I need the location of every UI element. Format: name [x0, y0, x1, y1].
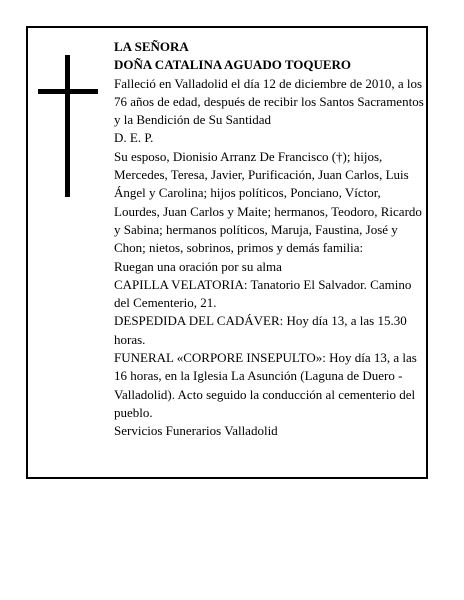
deceased-name: DOÑA CATALINA AGUADO TOQUERO — [114, 57, 352, 73]
latin-cross-icon — [38, 55, 98, 197]
farewell-information: DESPEDIDA DEL CADÁVER: Hoy día 13, a las 15.30 horas. — [114, 313, 407, 347]
funeral-information: FUNERAL «CORPORE INSEPULTO»: Hoy día 13, a las 16 horas, en la Iglesia La Asunción (Laguna de Duero - Valladolid). Acto seguido la conducción al cementerio del pueblo. — [114, 350, 417, 420]
prayer-request: Ruegan una oración por su alma — [114, 258, 282, 274]
dep-abbreviation: D. E. P. — [114, 130, 154, 146]
funeral-services-name: Servicios Funerarios Valladolid — [114, 423, 278, 439]
death-information: Falleció en Valladolid el día 12 de diciembre de 2010, a los 76 años de edad, después de recibir los Santos Sacramentos y la Bendición de Su Santidad — [114, 75, 424, 128]
cross-vertical-bar — [65, 55, 70, 197]
family-list: Su esposo, Dionisio Arranz De Francisco (†); hijos, Mercedes, Teresa, Javier, Purificación, Juan Carlos, Luis Ángel y Carolina; hijos políticos, Ponciano, Víctor, Lourdes, Juan Carlos y Maite; hermanos, Teodoro, Ricardo y Sabina; hermanos políticos, Maruja, Faustina, José y Chon; nietos, sobrinos, primos y demás familia: — [114, 148, 422, 256]
obituary-text — [114, 38, 424, 441]
chapel-information: CAPILLA VELATORIA: Tanatorio El Salvador. Camino del Cementerio, 21. — [114, 276, 412, 311]
cross-horizontal-bar — [38, 89, 98, 94]
notice-title: LA SEÑORA — [114, 39, 189, 54]
